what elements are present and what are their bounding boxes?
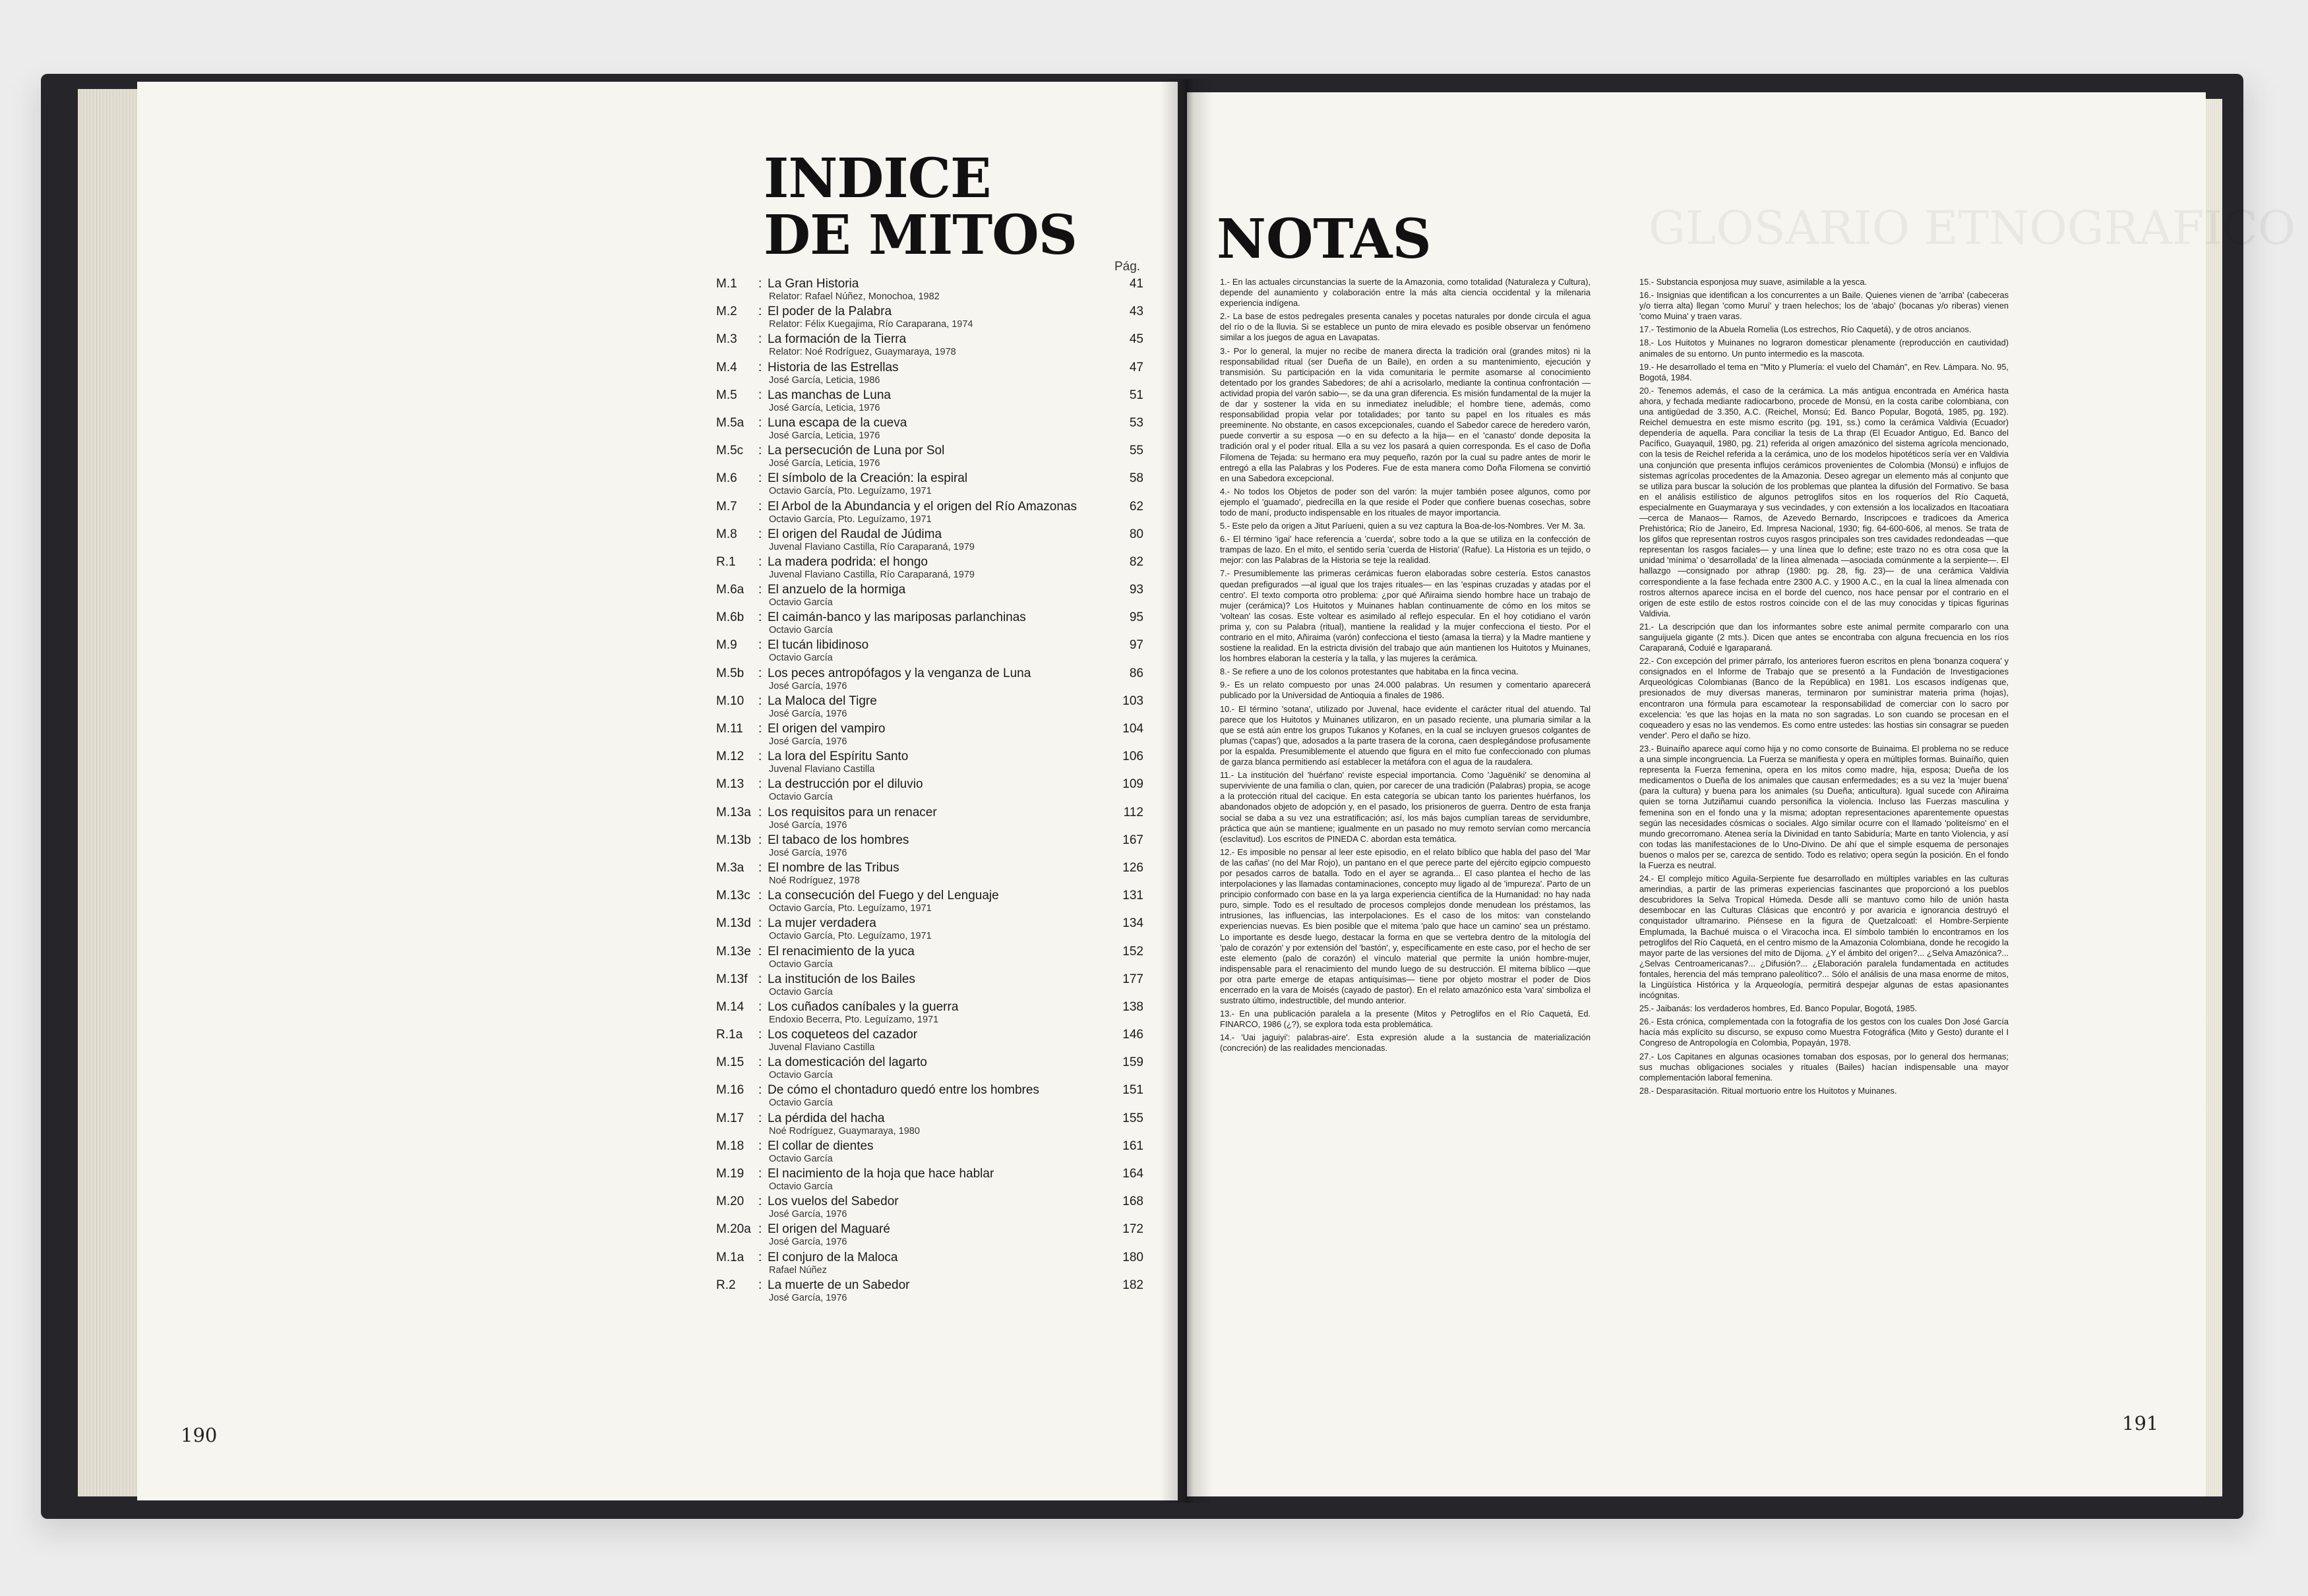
index-entry-page: 168 xyxy=(1122,1195,1143,1209)
note-paragraph: 23.- Buinaíño aparece aquí como hija y no como consorte de Buinaima. El problema no se reduce a una simple incongruencia. La Fuerza se manifiesta y opera en múltiples formas. Buinaíño, quien representa la Fuerza femenina, opera en los mitos como madre, hija, esposa; Dueña de los medicamentos o Dueña de los animales que causan enfermedades; es a su vez la 'mujer buena' (para la cultura) y buena para los animales (su Dueña; anticultura). Igual sucede con Añiraima quien se torna Jutziñamui cuando personifica la violencia. Incluso las Fuerzas masculina y femenina son en el fondo una y la misma; adoptan representaciones aparentemente opuestas según las necesidades cósmicas o sociales. Algo similar ocurre con el llamado 'politeísmo' en el mundo grecorromano. Atenea sería la Divinidad en tanto Sabiduría; Marte en tanto Violencia, y así con todas las manifestaciones de lo Uno-Divino. De ahí que el simple esquema de personajes buenos o malos per se, carezca de sentido. Todo es relativo; opera según la posición. En el fondo la Fuerza es neutral. xyxy=(1639,743,2009,870)
index-entry xyxy=(716,1222,1151,1250)
index-entry-page: 172 xyxy=(1122,1222,1143,1237)
index-entry-page: 93 xyxy=(1129,583,1143,597)
note-paragraph: 10.- El término 'sotana', utilizado por Juvenal, hace evidente el carácter ritual del atuendo. Tal parece que los Huitotos y Muinanes utilizaron, en un pasado reciente, una plumaria similar a la que se está aún entre los grupos Tukanos y Kofanes, en la cual se incluyen gruesos colgantes de plumas ('capas') que, adosados a la parte trasera de la corona, caen desplegándose profusamente por la espalda. Presumiblemente el atuendo que figura en el mito fue confeccionado con plumas de garza blanca permitiendo así establecer la metáfora con el agua de la raudalera. xyxy=(1220,703,1591,767)
index-entry-page: 51 xyxy=(1129,388,1143,402)
note-paragraph: 20.- Tenemos además, el caso de la cerámica. La más antigua encontrada en América hasta ahora, y fechada mediante radiocarbono, procede de Monsú, en la costa caribe colombiana, con una antigüedad de 3.350, A.C. (Reichel, Monsú; Ed. Banco Popular, Bogotá, 1985, pg. 192). Reichel demuestra en este mismo escrito (pg. 191, ss.) como la cerámica Valdivia (Ecuador) dependería de aquella. Para conciliar la tesis de La thrap (El Ecuador Antiguo, Ed. Banco del Pacífico, Guayaquil, 1980, pg. 21) referida al origen amazónico del sistema agrícola mencionado, con la tesis de Reichel referida a la cerámica, uno de los modelos hipotéticos sería ver en Valdivia una conjunción que presenta influjos cerámicos provenientes de Colombia (Monsú) e influjos de sistemas agrícolas procedentes de la Amazonia. Deseo agregar un elemento más al conjunto que se utiliza para buscar la solución de los problemas que plantea la difusión del Formativo. Se basa en el análisis estilístico de algunos petroglifos sitos en los roqueríos del Río Caquetá, especialmente en Guaymaraya y sus vecindades, y con extensión a los localizados en Itacoatiara —cerca de Manaos— Ramos, de Azevedo Bernardo, Inscripcoes e tradicoes da America Prehistórica; Río de Janeiro, Ed. Impresa Nacional, 1930; fig. 64-600-606, al menos. Se trata de los glifos que representan rostros cuyos rasgos principales son tres cavidades redondeadas —que representan los rasgos faciales— y una línea que lo define; este trazo no es otra cosa que la unidad 'mínima' o 'desarrollada' de la línea almenada —asociada comúnmente a la serpiente—. El hallazgo —consignado por athrap (1980: pg. 28, fig. 23)— de una cerámica Valdivia correspondiente a la fase fechada entre 2300 A.C. y 1900 A.C., en la cual la línea almenada con rostros alternos aparece incisa en el borde del cuenco, nos hace pensar por el contrario en el origen de este estilo de estos rostros coincide con el de las muy conocidas y típicas figurinas Valdivia. xyxy=(1639,385,2009,618)
index-entry-code: M.13f xyxy=(716,972,748,986)
index-entry-code: R.1a xyxy=(716,1028,743,1042)
index-entry-narrator: José García, 1976 xyxy=(769,708,847,719)
index-entry xyxy=(716,694,1151,722)
index-entry-title: La madera podrida: el hongo xyxy=(768,554,928,569)
index-entry-title: El renacimiento de la yuca xyxy=(768,944,915,959)
index-entry-code: M.10 xyxy=(716,694,744,708)
note-paragraph: 11.- La institución del 'huérfano' reviste especial importancia. Como 'Jaguëniki' se denomina al superviviente de una familia o clan, quien, por carecer de una tradición (Palabras) propia, se acoge a la protección ritual del cacique. En esta categoría se ubican tanto los parientes huérfanos, los abandonados objeto de adopción y, en el pasado, los prisioneros de guerra. Dentro de esta franja social se daba a su vez una estratificación; así, los más bajos cumplían tareas de servidumbre, práctica que aún se mantiene; igualmente en un pasado no muy remoto servían como mercancía (esclavitud). Los escritos de PINEDA C. abordan esta temática. xyxy=(1220,770,1591,844)
index-entry-page: 164 xyxy=(1122,1167,1143,1181)
index-entry-page: 126 xyxy=(1122,860,1143,875)
index-entry-title: El símbolo de la Creación: la espiral xyxy=(768,471,968,486)
index-entry-page: 159 xyxy=(1122,1055,1143,1070)
index-entry-page: 177 xyxy=(1122,972,1143,986)
index-entry-page: 58 xyxy=(1129,471,1143,486)
index-entry xyxy=(716,1139,1151,1167)
index-entry-code: M.13d xyxy=(716,916,751,931)
index-entry-separator: : xyxy=(758,722,762,736)
note-paragraph: 12.- Es imposible no pensar al leer este episodio, en el relato bíblico que habla del paso del 'Mar de las cañas' (no del Mar Rojo), un pantano en el que perece parte del ejército egipcio compuesto por pesados carros de batalla. Todo en el ayer se agranda... El caso plantea el hecho de las interpolaciones y las llamadas contaminaciones, concepto muy ligado al de 'impureza'. Parto de un principio conformado con base en la ya larga experiencia científica de la Humanidad: no hay nada puro, simple. Todo es el resultado de procesos complejos donde menudean los préstamos, las intrusiones, las influencias, las interpolaciones. Es el caso de los mitos: van constelando experiencias nuevas. Es bien posible que el mitema 'palo que hace un camino' sea un préstamo. Lo importante es desde luego, destacar la forma en que se vertebra dentro de la mitología del 'palo de corazón' y por extensión del 'bastón', y, específicamente en este caso, por el hecho de ser este elemento (palo de corazón) el vínculo material que permite la unión hombre-mujer, indispensable para el renacimiento del mundo luego de su destrucción. El mitema bíblico —que por otra parte emerge de etapas antiquísimas— tiene por objeto mostrar el poder de Dios encerrado en la vara de Moisés (cayado de pastor). En el relato amazónico esta 'vara' simboliza el sustrato último, indestructible, del mundo anterior. xyxy=(1220,846,1591,1006)
note-paragraph: 6.- El término 'igai' hace referencia a 'cuerda', sobre todo a la que se utiliza en la confección de trampas de lazo. En el mito, el sentido sería 'cuerda de Historia' (Rafue). La Historia es un tejido, o mejor: con las Palabras de la Historia se teje la realidad. xyxy=(1220,534,1591,566)
index-entry-page: 155 xyxy=(1122,1111,1143,1125)
index-entry-title: El Arbol de la Abundancia y el origen del Río Amazonas xyxy=(768,499,1077,514)
index-entry-page: 97 xyxy=(1129,638,1143,653)
index-entry xyxy=(716,1028,1151,1055)
index-entry xyxy=(716,833,1151,861)
index-entry-title: La institución de los Bailes xyxy=(768,972,915,986)
index-entry xyxy=(716,1195,1151,1222)
index-entry xyxy=(716,444,1151,471)
index-entry-code: M.16 xyxy=(716,1083,744,1098)
index-entry-narrator: José García, Leticia, 1976 xyxy=(769,430,880,441)
index-entry-narrator: José García, Leticia, 1976 xyxy=(769,458,880,469)
index-entry-narrator: José García, 1976 xyxy=(769,736,847,747)
index-entry-code: M.13a xyxy=(716,805,751,819)
index-entry-separator: : xyxy=(758,1167,762,1181)
index-entry-code: M.5a xyxy=(716,415,744,430)
index-entry-separator: : xyxy=(758,444,762,458)
index-entry xyxy=(716,750,1151,777)
index-entry-narrator: Octavio García xyxy=(769,792,833,803)
index-title xyxy=(764,147,1133,267)
index-entry-code: M.14 xyxy=(716,999,744,1014)
index-entry-code: M.13 xyxy=(716,777,744,792)
index-entry-page: 138 xyxy=(1122,999,1143,1014)
index-entry-title: La muerte de un Sabedor xyxy=(768,1278,910,1292)
note-paragraph: 1.- En las actuales circunstancias la suerte de la Amazonia, como totalidad (Naturaleza y Cultura), depende del aunamiento y colaboración entre la más alta ciencia occidental y la milenaria experiencia indígena. xyxy=(1220,277,1591,309)
index-entry-narrator: Relator: Félix Kuegajima, Río Caraparana, 1974 xyxy=(769,319,973,330)
index-entry xyxy=(716,666,1151,694)
note-paragraph: 7.- Presumiblemente las primeras cerámicas fueron elaboradas sobre cestería. Estos canastos quedan prefigurados —al igual que los trajes rituales— en las 'espinas cruzadas y atadas por el centro'. El texto comporta otro problema: ¿por qué Añiraima siendo hombre hace un trabajo de mujer (cerámica)? Los Huitotos y Muinanes hablan continuamente de cómo en los mitos se 'voltean' las cosas. Este voltear es asimilado al reflejo especular. En el hoy cotidiano el varón prima y, con su Palabra (ritual), mantiene la realidad y la mujer confecciona el tiesto. Por el contrario en el mito, Añiraima (varón) confecciona el tiesto (amasa la tierra) y la Madre mantiene y sostiene la realidad. En la estricta división del trabajo que aún mantienen los Huitotos y Muinanes, los hombres elaboran la cestería y la talla, y las mujeres la cerámica. xyxy=(1220,568,1591,664)
index-entry-separator: : xyxy=(758,1028,762,1042)
index-entry-page: 47 xyxy=(1129,360,1143,374)
index-entry-separator: : xyxy=(758,1138,762,1153)
index-entry-narrator: Rafael Núñez xyxy=(769,1264,827,1276)
note-paragraph: 2.- La base de estos pedregales presenta canales y pocetas naturales por donde circula el agua del río o de la lluvia. Si se establece un punto de mira elevado es posible observar un fenómeno similar a los juegos de agua en Lavapatas. xyxy=(1220,311,1591,343)
index-entry-page: 45 xyxy=(1129,332,1143,347)
index-entry-title: Las manchas de Luna xyxy=(768,388,891,402)
index-title-line1: INDICE xyxy=(764,147,991,210)
index-entry-page: 43 xyxy=(1129,305,1143,319)
index-entry-page: 95 xyxy=(1129,610,1143,625)
note-paragraph: 19.- He desarrollado el tema en "Mito y Plumería: el vuelo del Chamán", en Rev. Lámpara. No. 95, Bogotá, 1984. xyxy=(1639,361,2009,382)
note-paragraph: 21.- La descripción que dan los informantes sobre este animal permite compararlo con una sanguijuela gigante (2 mts.). Dicen que antes se encontraba con alguna frecuencia en los ríos Caraparaná, Coduié e Igaraparaná. xyxy=(1639,621,2009,653)
index-entry-code: M.6b xyxy=(716,610,744,625)
index-entry-separator: : xyxy=(758,610,762,625)
index-entry xyxy=(716,361,1151,388)
index-entry-narrator: Noé Rodríguez, Guaymaraya, 1980 xyxy=(769,1125,920,1137)
index-entry-code: M.7 xyxy=(716,499,737,514)
notes-column-2 xyxy=(1639,277,2009,1099)
index-entry-separator: : xyxy=(758,583,762,597)
index-entry-separator: : xyxy=(758,415,762,430)
index-entry-title: Los cuñados caníbales y la guerra xyxy=(768,999,959,1014)
index-entry-code: M.19 xyxy=(716,1167,744,1181)
index-entry-title: La domesticación del lagarto xyxy=(768,1055,927,1070)
note-paragraph: 13.- En una publicación paralela a la presente (Mitos y Petroglifos en el Río Caquetá, Ed. FINARCO, 1986 (¿?), se explora toda esta problemática. xyxy=(1220,1009,1591,1030)
note-paragraph: 25.- Jaibanás: los verdaderos hombres, Ed. Banco Popular, Bogotá, 1985. xyxy=(1639,1003,1918,1014)
index-entry-narrator: Juvenal Flaviano Castilla xyxy=(769,1042,875,1053)
index-entry-separator: : xyxy=(758,1195,762,1209)
index-entry-page: 182 xyxy=(1122,1278,1143,1292)
index-entry-title: Los requisitos para un renacer xyxy=(768,805,937,819)
index-entry xyxy=(716,972,1151,1000)
index-entry-code: M.13b xyxy=(716,833,751,847)
index-entry-separator: : xyxy=(758,638,762,653)
index-entry xyxy=(716,945,1151,972)
index-entry-separator: : xyxy=(758,305,762,319)
index-entry-page: 103 xyxy=(1122,694,1143,708)
index-entry-narrator: José García, 1976 xyxy=(769,1292,847,1303)
index-entry xyxy=(716,332,1151,360)
index-entry xyxy=(716,555,1151,583)
index-entry-narrator: José García, Leticia, 1976 xyxy=(769,402,880,413)
index-entry-title: El tucán libidinoso xyxy=(768,638,869,653)
index-entry-code: M.18 xyxy=(716,1138,744,1153)
index-entry-narrator: Octavio García, Pto. Leguízamo, 1971 xyxy=(769,931,932,942)
index-entry-code: M.12 xyxy=(716,750,744,764)
index-entry xyxy=(716,916,1151,944)
index-entry xyxy=(716,806,1151,833)
index-entry-code: M.5 xyxy=(716,388,737,402)
index-entry xyxy=(716,777,1151,805)
index-entry xyxy=(716,861,1151,889)
index-entry-separator: : xyxy=(758,277,762,291)
index-entry-code: M.3a xyxy=(716,860,744,875)
note-paragraph: 8.- Se refiere a uno de los colonos protestantes que habitaba en la finca vecina. xyxy=(1220,666,1519,677)
page-number-left: 190 xyxy=(181,1424,218,1446)
index-entry-narrator: Juvenal Flaviano Castilla, Río Caraparaná, 1979 xyxy=(769,569,975,580)
index-entry xyxy=(716,500,1151,527)
index-entry-narrator: Octavio García xyxy=(769,1181,833,1192)
index-entry-narrator: Octavio García xyxy=(769,1098,833,1109)
index-entry-separator: : xyxy=(758,694,762,708)
index-entry-narrator: Octavio García xyxy=(769,1070,833,1081)
index-entry-code: M.17 xyxy=(716,1111,744,1125)
index-entry-separator: : xyxy=(758,1055,762,1070)
index-entry-narrator: José García, 1976 xyxy=(769,680,847,692)
page-number-right: 191 xyxy=(2122,1412,2159,1434)
index-entry-separator: : xyxy=(758,527,762,541)
index-entry-title: La pérdida del hacha xyxy=(768,1111,885,1125)
note-paragraph: 17.- Testimonio de la Abuela Romelia (Los estrechos, Río Caquetá), y de otros ancianos. xyxy=(1639,324,1972,335)
index-entry-page: 86 xyxy=(1129,666,1143,680)
index-entry-title: El anzuelo de la hormiga xyxy=(768,583,906,597)
show-through-heading: GLOSARIO ETNOGRAFICO xyxy=(1649,201,2296,255)
page-column-label: Pág. xyxy=(1114,260,1141,274)
index-entry-code: M.11 xyxy=(716,722,743,736)
note-paragraph: 27.- Los Capitanes en algunas ocasiones tomaban dos esposas, por lo general dos hermanas; sus muchas obligaciones sociales y rituales (Bailes) hacían indispensable una mayor complementación laboral femenina. xyxy=(1639,1051,2009,1082)
index-entry-code: M.6 xyxy=(716,471,737,486)
index-entry-page: 62 xyxy=(1129,499,1143,514)
index-entry-separator: : xyxy=(758,388,762,402)
index-entry-title: La lora del Espíritu Santo xyxy=(768,750,909,764)
index-entry-page: 106 xyxy=(1122,750,1143,764)
index-entry-code: M.4 xyxy=(716,360,737,374)
index-entry-page: 53 xyxy=(1129,415,1143,430)
index-entry-page: 180 xyxy=(1122,1250,1143,1264)
index-entry-code: M.1 xyxy=(716,277,737,291)
index-title-line2: DE MITOS xyxy=(764,204,1077,267)
index-entry-title: El caimán-banco y las mariposas parlanchinas xyxy=(768,610,1026,625)
index-entry-narrator: Juvenal Flaviano Castilla, Río Caraparaná, 1979 xyxy=(769,541,975,552)
index-entry-title: Los peces antropófagos y la venganza de Luna xyxy=(768,666,1031,680)
index-entry-separator: : xyxy=(758,860,762,875)
index-entry xyxy=(716,527,1151,555)
index-entry-page: 161 xyxy=(1122,1138,1143,1153)
index-entry-narrator: Relator: Rafael Núñez, Monochoa, 1982 xyxy=(769,291,940,302)
index-entry xyxy=(716,416,1151,444)
index-entry-title: La consecución del Fuego y del Lenguaje xyxy=(768,889,999,903)
index-entry xyxy=(716,1055,1151,1083)
note-paragraph: 9.- Es un relato compuesto por unas 24.000 palabras. Un resumen y comentario aparecerá publicado por la Universidad de Antioquia a finales de 1986. xyxy=(1220,680,1591,701)
index-entry xyxy=(716,1000,1151,1028)
index-entry-separator: : xyxy=(758,833,762,847)
index-entry-page: 112 xyxy=(1123,805,1143,819)
index-entry-code: R.2 xyxy=(716,1278,736,1292)
index-entry-narrator: Octavio García xyxy=(769,959,833,970)
index-entry xyxy=(716,583,1151,610)
index-entry-code: M.8 xyxy=(716,527,737,541)
index-entry-page: 152 xyxy=(1122,944,1143,959)
index-entry-title: Los vuelos del Sabedor xyxy=(768,1195,899,1209)
index-entry-separator: : xyxy=(758,1083,762,1098)
index-entry-narrator: José García, Leticia, 1986 xyxy=(769,374,880,386)
index-entry-title: De cómo el chontaduro quedó entre los hombres xyxy=(768,1083,1039,1098)
index-entry-separator: : xyxy=(758,554,762,569)
index-entry xyxy=(716,610,1151,638)
index-entry-title: Luna escapa de la cueva xyxy=(768,415,907,430)
index-entry-page: 41 xyxy=(1129,277,1143,291)
index-entry-narrator: Endoxio Becerra, Pto. Leguízamo, 1971 xyxy=(769,1014,939,1025)
index-entry-page: 134 xyxy=(1122,916,1143,931)
index-entry-narrator: Juvenal Flaviano Castilla xyxy=(769,764,875,775)
index-entry-title: El collar de dientes xyxy=(768,1138,874,1153)
index-entry-narrator: José García, 1976 xyxy=(769,847,847,858)
index-entry-page: 80 xyxy=(1129,527,1143,541)
index-entry-page: 109 xyxy=(1122,777,1143,792)
index-entry-narrator: Octavio García, Pto. Leguízamo, 1971 xyxy=(769,514,932,525)
note-paragraph: 22.- Con excepción del primer párrafo, los anteriores fueron escritos en plena 'bonanza coquera' y consignados en el Informe de Trabajo que se presentó a la Fundación de Investigaciones Arqueológicas Colombianas (Banco de la República) en 1981. Los escasos indígenas que, presionados de muy diversas maneras, terminaron por suministrar materia prima (hojas), encontraron una fórmula para escamotear la responsabilidad de comerciar con lo sacro por excelencia: 'es que las hojas en la mata no son sagradas. Lo son cuando se procesan en el coqueadero y esas no las vendemos. Es como entre ustedes: las hostias sin consagrar se pueden vender'. Pero el daño se hizo. xyxy=(1639,656,2009,740)
index-entry-code: M.15 xyxy=(716,1055,744,1070)
index-entry-title: El tabaco de los hombres xyxy=(768,833,909,847)
index-entry-separator: : xyxy=(758,1278,762,1292)
index-entry-separator: : xyxy=(758,916,762,931)
index-entry-title: Los coqueteos del cazador xyxy=(768,1028,918,1042)
index-entry-page: 104 xyxy=(1122,722,1143,736)
index-entry-narrator: Octavio García xyxy=(769,653,833,664)
index-entry-title: El origen del Maguaré xyxy=(768,1222,890,1237)
index-entry-separator: : xyxy=(758,999,762,1014)
index-entry-code: R.1 xyxy=(716,554,736,569)
index-entry-title: La Gran Historia xyxy=(768,277,859,291)
index-entry-title: La persecución de Luna por Sol xyxy=(768,444,945,458)
index-entry xyxy=(716,1167,1151,1195)
index-entry-narrator: Octavio García xyxy=(769,625,833,636)
index-entry-code: M.9 xyxy=(716,638,737,653)
index-entry-code: M.20a xyxy=(716,1222,751,1237)
book-gutter xyxy=(1161,79,1213,1503)
index-entry-separator: : xyxy=(758,889,762,903)
index-list xyxy=(716,277,1151,1306)
note-paragraph: 16.- Insignias que identifican a los concurrentes a un Baile. Quienes vienen de 'arriba' (cabeceras y/o tierra alta) llegan 'como Muruí' y traen helechos; los de 'abajo' (bocanas y/o riberas) vienen 'como Muina' y traen varas. xyxy=(1639,290,2009,322)
index-entry-separator: : xyxy=(758,471,762,486)
index-entry-narrator: Octavio García xyxy=(769,986,833,997)
index-entry-separator: : xyxy=(758,1222,762,1237)
index-entry xyxy=(716,388,1151,416)
index-entry-separator: : xyxy=(758,332,762,347)
index-entry-page: 131 xyxy=(1122,889,1143,903)
index-entry-separator: : xyxy=(758,944,762,959)
index-entry-narrator: Octavio García, Pto. Leguízamo, 1971 xyxy=(769,486,932,497)
index-entry xyxy=(716,722,1151,750)
index-entry-separator: : xyxy=(758,777,762,792)
index-entry xyxy=(716,305,1151,332)
index-entry-code: M.6a xyxy=(716,583,744,597)
index-entry-code: M.20 xyxy=(716,1195,744,1209)
index-entry-separator: : xyxy=(758,499,762,514)
index-entry-code: M.13c xyxy=(716,889,750,903)
index-entry-title: El origen del Raudal de Júdima xyxy=(768,527,942,541)
note-paragraph: 3.- Por lo general, la mujer no recibe de manera directa la tradición oral (grandes mitos) ni la responsabilidad ritual (ser Dueña de un Baile), en orden a su mantenimiento, ejecución y transmisión. Su participación en la vida comunitaria le permite asomarse al conocimiento detentado por los grandes Sabedores; de ahí a acrisolarlo, mediante la continua confrontación —actividad propia del varón sabio—, se da una gran diferencia. Es misión fundamental de la mujer la de dar y sostener la vida en su inmediatez ineludible; el hombre tiene, además, como responsabilidad propia velar por totalidades; por tanto su papel en los rituales es más preeminente. No obstante, en casos excepcionales, cuando el Sabedor carece de heredero varón, puede convertir a su esposa —o en su defecto a la hija— en el 'canasto' donde deposita la tradición oral y el poder ritual. Ella a su vez los pasará a quien corresponda. Es el caso de Doña Filomena de Tejada: su hermano era muy pequeño, razón por la cual su padre antes de morir le entregó a ella las Palabras y los Poderes. Fue de esta manera como Doña Filomena se convirtió en una Sabedora excepcional. xyxy=(1220,345,1591,483)
index-entry-code: M.2 xyxy=(716,305,737,319)
index-entry-code: M.13e xyxy=(716,944,751,959)
note-paragraph: 28.- Desparasitación. Ritual mortuorio entre los Huitotos y Muinanes. xyxy=(1639,1085,1897,1096)
index-entry-page: 146 xyxy=(1122,1028,1143,1042)
note-paragraph: 18.- Los Huitotos y Muinanes no lograron domesticar plenamente (reproducción en cautividad) animales de su entorno. Un punto intermedio es la mascota. xyxy=(1639,338,2009,359)
note-paragraph: 5.- Este pelo da origen a Jitut Paríueni, quien a su vez captura la Boa-de-los-Nombres. Ver M. 3a. xyxy=(1220,521,1586,531)
index-entry xyxy=(716,471,1151,499)
index-entry xyxy=(716,889,1151,916)
index-entry-code: M.5c xyxy=(716,444,744,458)
index-entry-page: 167 xyxy=(1122,833,1143,847)
notes-column-1 xyxy=(1220,277,1591,1057)
index-entry-title: Historia de las Estrellas xyxy=(768,360,899,374)
note-paragraph: 14.- 'Uai jaguiyi': palabras-aire'. Esta expresión alude a la sustancia de materialización (concreción) de las realidades mencionadas. xyxy=(1220,1032,1591,1053)
index-entry-narrator: Relator: Noé Rodríguez, Guaymaraya, 1978 xyxy=(769,347,956,358)
index-entry xyxy=(716,638,1151,666)
index-entry-narrator: José García, 1976 xyxy=(769,819,847,831)
index-entry-narrator: José García, 1976 xyxy=(769,1209,847,1220)
index-entry-code: M.1a xyxy=(716,1250,744,1264)
index-entry-page: 82 xyxy=(1129,554,1143,569)
page-edges-left xyxy=(78,89,137,1496)
index-entry-title: El nombre de las Tribus xyxy=(768,860,899,875)
index-entry-separator: : xyxy=(758,750,762,764)
index-entry-separator: : xyxy=(758,666,762,680)
index-entry-title: El nacimiento de la hoja que hace hablar xyxy=(768,1167,994,1181)
index-entry-separator: : xyxy=(758,1250,762,1264)
index-entry-separator: : xyxy=(758,360,762,374)
index-entry-narrator: Octavio García, Pto. Leguízamo, 1971 xyxy=(769,903,932,914)
index-entry-narrator: José García, 1976 xyxy=(769,1237,847,1248)
index-entry xyxy=(716,1251,1151,1278)
index-entry-narrator: Octavio García xyxy=(769,597,833,608)
note-paragraph: 24.- El complejo mítico Aguila-Serpiente fue desarrollado en múltiples variables en las culturas amerindias, a partir de las primeras experiencias fascinantes que proporcionó a los pueblos descubridores la Selva Tropical Húmeda. Desde allí se mantuvo como hilo de unión hasta desembocar en las Culturas Clásicas que encontró y por avaricia e ignorancia destruyó el conquistador ultramarino. Piénsese en la figura de Quetzalcoatl: el Hombre-Serpiente Emplumada, la Bachué muisca o el Viracocha inca. El símbolo también lo encontramos en los petroglifos del Río Caquetá, en el centro mismo de la Amazonia Colombiana, donde he recogido la mayor parte de las versiones del mito de Dijoma. ¿Y el ámbito del origen?... ¿Selva Amazónica?... ¿Selvas Centroamericanas?... ¿Difusión?... ¿Elaboración paralela fundamentada en actitudes fontales, herencia del más temprano paleolítico?... Sólo el análisis de una masa enorme de mitos, la Lingüística Histórica y la Arqueología, permitirá despejar algunas de estas apasionantes incógnitas. xyxy=(1639,873,2009,1001)
index-entry-title: La mujer verdadera xyxy=(768,916,876,931)
index-entry xyxy=(716,277,1151,305)
note-paragraph: 4.- No todos los Objetos de poder son del varón: la mujer también posee algunos, como por ejemplo el 'guamado', piedrecilla en la que reside el Poder que confiere buenas cosechas, sobre todo de maní, producto indispensable en los rituales de mayor importancia. xyxy=(1220,486,1591,517)
index-entry-page: 55 xyxy=(1129,444,1143,458)
index-entry xyxy=(716,1083,1151,1111)
index-entry-separator: : xyxy=(758,805,762,819)
note-paragraph: 26.- Esta crónica, complementada con la fotografía de los gestos con los cuales Don José García hacía más explícito su discurso, se expuso como Muestra Fotográfica (Mito y Gesto) durante el I Congreso de Antropología en Colombia, Popayán, 1978. xyxy=(1639,1017,2009,1048)
index-entry-title: La formación de la Tierra xyxy=(768,332,907,347)
index-entry-separator: : xyxy=(758,1111,762,1125)
index-entry-title: La destrucción por el diluvio xyxy=(768,777,923,792)
index-entry-code: M.5b xyxy=(716,666,744,680)
index-entry xyxy=(716,1111,1151,1139)
index-entry-title: El origen del vampiro xyxy=(768,722,886,736)
notas-title: NOTAS xyxy=(1217,208,1432,271)
index-entry-page: 151 xyxy=(1122,1083,1143,1098)
note-paragraph: 15.- Substancia esponjosa muy suave, asimilable a la yesca. xyxy=(1639,277,1867,287)
index-entry-separator: : xyxy=(758,972,762,986)
index-entry xyxy=(716,1278,1151,1306)
index-entry-title: La Maloca del Tigre xyxy=(768,694,877,708)
index-entry-narrator: Octavio García xyxy=(769,1153,833,1164)
index-entry-code: M.3 xyxy=(716,332,737,347)
index-entry-title: El poder de la Palabra xyxy=(768,305,892,319)
index-entry-narrator: Noé Rodríguez, 1978 xyxy=(769,875,860,886)
index-entry-title: El conjuro de la Maloca xyxy=(768,1250,898,1264)
